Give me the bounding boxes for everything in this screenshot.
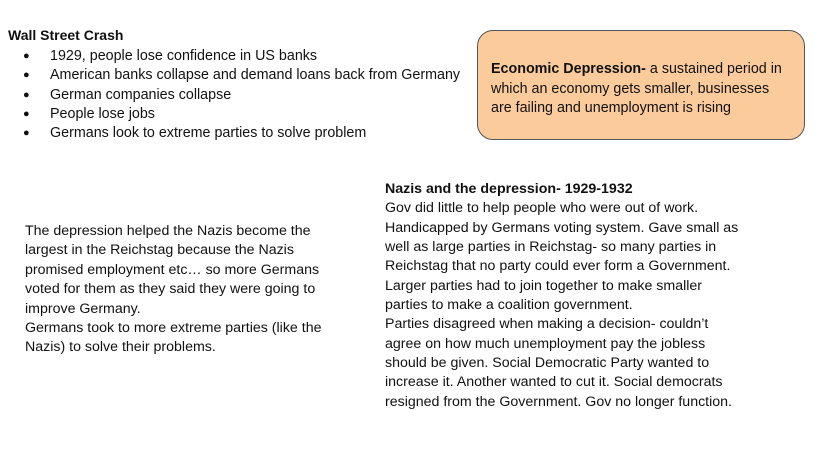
text-line: resigned from the Government. Gov no longer function. xyxy=(385,393,732,410)
text-line: Parties disagreed when making a decision- couldn’t xyxy=(385,316,709,333)
economic-depression-callout xyxy=(477,30,805,140)
definition-line-2: which an economy gets smaller, businesses xyxy=(491,80,770,97)
definition-line-3: are failing and unemployment is rising xyxy=(491,100,731,116)
text-line: Gov did little to help people who were out of work. xyxy=(385,200,699,217)
wall-street-bullet-list xyxy=(8,47,478,143)
text-line: Larger parties had to join together to make smaller xyxy=(385,277,703,294)
text-line: improve Germany. xyxy=(25,300,141,317)
text-line: The depression helped the Nazis become the xyxy=(25,223,311,239)
bullet-item: ● 1929, people lose confidence in US banks xyxy=(8,47,478,66)
text-line: parties to make a coalition government. xyxy=(385,297,633,314)
text-line: Germans took to more extreme parties (like the xyxy=(25,320,322,337)
nazis-depression-heading: Nazis and the depression- 1929-1932 xyxy=(385,181,633,197)
text-line: should be given. Social Democratic Party wanted to xyxy=(385,355,710,372)
reichstag-explanation-paragraph xyxy=(25,222,355,358)
bullet-item: ● Germans look to extreme parties to solve problem xyxy=(8,124,478,143)
definition-text: a sustained period in xyxy=(645,61,782,77)
text-line: well as large parties in Reichstag- so many parties in xyxy=(385,239,717,256)
bullet-item: ● People lose jobs xyxy=(8,105,478,124)
text-line: increase it. Another wanted to cut it. Social democrats xyxy=(385,374,723,391)
wall-street-crash-section xyxy=(8,26,478,143)
bullet-item: ● German companies collapse xyxy=(8,86,478,105)
text-line: promised employment etc… so more Germans xyxy=(25,261,320,278)
definition-line-1 xyxy=(491,60,794,80)
wall-street-heading: Wall Street Crash xyxy=(8,27,124,43)
text-line: largest in the Reichstag because the Nazis xyxy=(25,242,294,259)
text-line: Reichstag that no party could ever form a Government. xyxy=(385,258,731,275)
bullet-item: ● American banks collapse and demand loans back from Germany xyxy=(8,66,478,85)
text-line: Nazis) to solve their problems. xyxy=(25,339,216,356)
definition-term: Economic Depression- xyxy=(491,61,646,77)
text-line: agree on how much unemployment pay the jobless xyxy=(385,335,706,352)
text-line: voted for them as they said they were going to xyxy=(25,281,316,298)
text-line: Handicapped by Germans voting system. Gave small as xyxy=(385,219,739,236)
nazis-depression-section xyxy=(385,180,805,412)
